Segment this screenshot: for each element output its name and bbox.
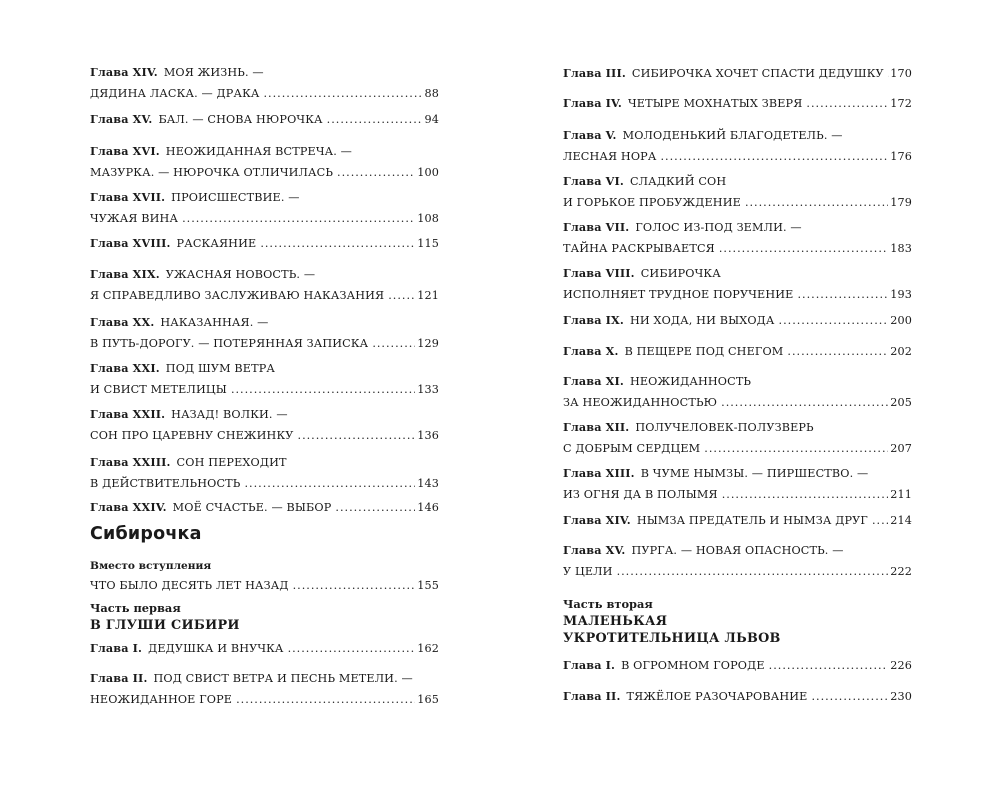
section-title: Сибирочка bbox=[90, 524, 202, 544]
chapter-number: Глава V. bbox=[563, 128, 617, 142]
toc-entry bbox=[90, 496, 439, 518]
page-number: 172 bbox=[890, 97, 912, 110]
toc-line bbox=[90, 311, 439, 333]
page-number: 155 bbox=[417, 579, 439, 592]
part-label: Часть вторая bbox=[563, 597, 653, 611]
toc-entry bbox=[563, 539, 912, 583]
page-number: 183 bbox=[890, 242, 912, 255]
toc-line bbox=[563, 539, 912, 561]
chapter-number: Глава VI. bbox=[563, 174, 624, 188]
page-number: 230 bbox=[890, 690, 912, 703]
leader-dots bbox=[327, 109, 423, 131]
chapter-title: ТАЙНА РАСКРЫВАЕТСЯ bbox=[563, 242, 715, 255]
chapter-title: ПОД СВИСТ ВЕТРА И ПЕСНЬ МЕТЕЛИ. — bbox=[153, 672, 413, 685]
chapter-number: Глава XX. bbox=[90, 315, 155, 329]
page-number: 165 bbox=[417, 693, 439, 706]
chapter-number: Глава XXIV. bbox=[90, 500, 167, 514]
part-title: МАЛЕНЬКАЯ bbox=[563, 614, 668, 629]
chapter-title: МОЛОДЕНЬКИЙ БЛАГОДЕТЕЛЬ. — bbox=[622, 129, 843, 142]
leader-dots bbox=[298, 425, 416, 447]
leader-dots bbox=[704, 438, 888, 460]
toc-line bbox=[563, 685, 912, 707]
toc-entry bbox=[563, 170, 912, 214]
chapter-number: Глава XXIII. bbox=[90, 455, 171, 469]
chapter-number: Глава VII. bbox=[563, 220, 630, 234]
toc-entry bbox=[563, 462, 912, 506]
leader-dots bbox=[769, 655, 889, 677]
leader-dots bbox=[617, 561, 889, 583]
toc-line bbox=[90, 162, 439, 184]
toc-line bbox=[563, 192, 912, 214]
toc-line bbox=[563, 438, 912, 460]
leader-dots bbox=[231, 379, 415, 401]
chapter-title: ДЯДИНА ЛАСКА. — ДРАКА bbox=[90, 87, 260, 100]
leader-dots bbox=[806, 93, 888, 115]
toc-line bbox=[563, 509, 912, 531]
toc-entry bbox=[90, 403, 439, 447]
chapter-title: ЧЕТЫРЕ МОХНАТЫХ ЗВЕРЯ bbox=[627, 97, 803, 110]
chapter-title: НЕОЖИДАННОЕ ГОРЕ bbox=[90, 693, 233, 706]
toc-line bbox=[563, 124, 912, 146]
toc-entry bbox=[563, 370, 912, 414]
chapter-title: ПОД ШУМ ВЕТРА bbox=[165, 362, 276, 375]
toc-line bbox=[90, 140, 439, 162]
part-title: УКРОТИТЕЛЬНИЦА ЛЬВОВ bbox=[563, 631, 781, 646]
page-number: 162 bbox=[417, 642, 439, 655]
leader-dots bbox=[236, 689, 415, 711]
toc-entry bbox=[563, 340, 912, 362]
toc-entry bbox=[90, 140, 439, 184]
chapter-title: И ГОРЬКОЕ ПРОБУЖДЕНИЕ bbox=[563, 196, 741, 209]
chapter-title: ЗА НЕОЖИДАННОСТЬЮ bbox=[563, 396, 718, 409]
toc-entry bbox=[563, 262, 912, 306]
chapter-title: СОН ПЕРЕХОДИТ bbox=[176, 456, 287, 469]
chapter-title: В ПЕЩЕРЕ ПОД СНЕГОМ bbox=[624, 345, 784, 358]
chapter-title: УЖАСНАЯ НОВОСТЬ. — bbox=[165, 268, 316, 281]
chapter-number: Глава XII. bbox=[563, 420, 630, 434]
page-number: 205 bbox=[890, 396, 912, 409]
chapter-number: Глава XXII. bbox=[90, 407, 166, 421]
chapter-title: РАСКАЯНИЕ bbox=[176, 237, 257, 250]
chapter-title: В ОГРОМНОМ ГОРОДЕ bbox=[621, 659, 765, 672]
chapter-number: Глава XXI. bbox=[90, 361, 160, 375]
chapter-number: Глава XIV. bbox=[563, 513, 631, 527]
part-heading bbox=[563, 596, 781, 647]
toc-entry bbox=[563, 654, 912, 676]
chapter-number: Глава II. bbox=[90, 671, 148, 685]
leader-dots bbox=[787, 341, 888, 363]
page-number: 179 bbox=[890, 196, 912, 209]
chapter-number: Глава I. bbox=[563, 658, 616, 672]
page-number: 121 bbox=[417, 289, 439, 302]
leader-dots bbox=[335, 497, 415, 519]
chapter-title: ЧУЖАЯ ВИНА bbox=[90, 212, 179, 225]
toc-entry bbox=[90, 108, 439, 130]
leader-dots bbox=[288, 638, 416, 660]
toc-line bbox=[563, 392, 912, 414]
toc-line bbox=[563, 370, 912, 392]
toc-line bbox=[563, 170, 912, 192]
chapter-title: В ПУТЬ-ДОРОГУ. — ПОТЕРЯННАЯ ЗАПИСКА bbox=[90, 337, 369, 350]
page-number: 108 bbox=[417, 212, 439, 225]
page-number: 170 bbox=[890, 67, 912, 80]
page-number: 115 bbox=[417, 237, 439, 250]
toc-line bbox=[90, 285, 439, 307]
chapter-title: СИБИРОЧКА bbox=[640, 267, 721, 280]
toc-line bbox=[563, 238, 912, 260]
toc-entry bbox=[563, 685, 912, 707]
leader-dots bbox=[337, 162, 415, 184]
chapter-number: Глава X. bbox=[563, 344, 619, 358]
chapter-title: СИБИРОЧКА ХОЧЕТ СПАСТИ ДЕДУШКУ bbox=[631, 67, 884, 80]
toc-line bbox=[90, 232, 439, 254]
page-number: 176 bbox=[890, 150, 912, 163]
chapter-number: Глава XV. bbox=[563, 543, 626, 557]
toc-entry bbox=[90, 667, 439, 711]
toc-line bbox=[563, 416, 912, 438]
toc-line bbox=[563, 92, 912, 114]
page-number: 94 bbox=[424, 113, 439, 126]
toc-line bbox=[90, 186, 439, 208]
page-number: 202 bbox=[890, 345, 912, 358]
leader-dots bbox=[719, 238, 888, 260]
toc-entry bbox=[90, 575, 439, 597]
leader-dots bbox=[264, 83, 423, 105]
leader-dots bbox=[182, 208, 415, 230]
leader-dots bbox=[797, 284, 888, 306]
page-number: 211 bbox=[890, 488, 912, 501]
chapter-title: ТЯЖЁЛОЕ РАЗОЧАРОВАНИЕ bbox=[626, 690, 808, 703]
chapter-title: В ЧУМЕ НЫМЗЫ. — ПИРШЕСТВО. — bbox=[640, 467, 869, 480]
toc-line bbox=[90, 425, 439, 447]
chapter-title: МОЁ СЧАСТЬЕ. — ВЫБОР bbox=[172, 501, 332, 514]
chapter-number: Глава XVII. bbox=[90, 190, 166, 204]
leader-dots bbox=[722, 484, 888, 506]
part-label: Часть первая bbox=[90, 601, 181, 615]
toc-entry bbox=[90, 451, 439, 495]
leader-dots bbox=[745, 192, 888, 214]
toc-line bbox=[90, 61, 439, 83]
chapter-title: ЛЕСНАЯ НОРА bbox=[563, 150, 657, 163]
page-number: 100 bbox=[417, 166, 439, 179]
chapter-title: НЫМЗА ПРЕДАТЕЛЬ И НЫМЗА ДРУГ bbox=[636, 514, 868, 527]
toc-line bbox=[90, 575, 439, 597]
toc-entry bbox=[90, 311, 439, 355]
chapter-title: ПРОИСШЕСТВИЕ. — bbox=[171, 191, 300, 204]
chapter-title: ДЕДУШКА И ВНУЧКА bbox=[148, 642, 284, 655]
toc-entry bbox=[563, 416, 912, 460]
chapter-number: Глава XVI. bbox=[90, 144, 160, 158]
toc-line bbox=[90, 379, 439, 401]
chapter-title: НАЗАД! ВОЛКИ. — bbox=[171, 408, 288, 421]
toc-line bbox=[90, 208, 439, 230]
toc-line bbox=[90, 108, 439, 130]
chapter-title: НЕОЖИДАННАЯ ВСТРЕЧА. — bbox=[165, 145, 353, 158]
chapter-number: Глава XIX. bbox=[90, 267, 160, 281]
chapter-title: ИЗ ОГНЯ ДА В ПОЛЫМЯ bbox=[563, 488, 718, 501]
leader-dots bbox=[721, 392, 888, 414]
chapter-title: С ДОБРЫМ СЕРДЦЕМ bbox=[563, 442, 701, 455]
leader-dots bbox=[388, 285, 415, 307]
leader-dots bbox=[293, 575, 416, 597]
chapter-number: Глава IV. bbox=[563, 96, 622, 110]
toc-line bbox=[90, 637, 439, 659]
chapter-title: И СВИСТ МЕТЕЛИЦЫ bbox=[90, 383, 227, 396]
chapter-title: НИ ХОДА, НИ ВЫХОДА bbox=[629, 314, 775, 327]
chapter-number: Глава XIV. bbox=[90, 65, 158, 79]
toc-line bbox=[563, 62, 912, 84]
chapter-title: Я СПРАВЕДЛИВО ЗАСЛУЖИВАЮ НАКАЗАНИЯ bbox=[90, 289, 385, 302]
page-number: 214 bbox=[890, 514, 912, 527]
leader-dots bbox=[372, 333, 415, 355]
toc-line bbox=[90, 689, 439, 711]
toc-line bbox=[563, 284, 912, 306]
chapter-number: Глава II. bbox=[563, 689, 621, 703]
toc-entry bbox=[90, 357, 439, 401]
toc-entry bbox=[90, 186, 439, 230]
toc-line bbox=[563, 561, 912, 583]
toc-entry bbox=[563, 92, 912, 114]
page-number: 143 bbox=[417, 477, 439, 490]
toc-line bbox=[90, 83, 439, 105]
page-number: 129 bbox=[417, 337, 439, 350]
intro-label: Вместо вступления bbox=[90, 560, 212, 572]
page-number: 88 bbox=[424, 87, 439, 100]
page-number: 133 bbox=[417, 383, 439, 396]
part-heading bbox=[90, 600, 240, 634]
chapter-title: ПУРГА. — НОВАЯ ОПАСНОСТЬ. — bbox=[631, 544, 844, 557]
toc-line bbox=[90, 496, 439, 518]
toc-entry bbox=[90, 232, 439, 254]
toc-line bbox=[90, 357, 439, 379]
part-title: В ГЛУШИ СИБИРИ bbox=[90, 618, 240, 633]
chapter-title: ПОЛУЧЕЛОВЕК-ПОЛУЗВЕРЬ bbox=[635, 421, 814, 434]
leader-dots bbox=[811, 686, 888, 708]
toc-line bbox=[563, 309, 912, 331]
leader-dots bbox=[779, 310, 889, 332]
chapter-number: Глава VIII. bbox=[563, 266, 635, 280]
toc-entry bbox=[90, 263, 439, 307]
chapter-title: НЕОЖИДАННОСТЬ bbox=[629, 375, 752, 388]
chapter-title: МАЗУРКА. — НЮРОЧКА ОТЛИЧИЛАСЬ bbox=[90, 166, 334, 179]
chapter-number: Глава XVIII. bbox=[90, 236, 171, 250]
toc-entry bbox=[90, 61, 439, 105]
toc-line bbox=[90, 667, 439, 689]
toc-line bbox=[563, 146, 912, 168]
toc-entry bbox=[563, 509, 912, 531]
toc-line bbox=[563, 262, 912, 284]
chapter-title: ГОЛОС ИЗ-ПОД ЗЕМЛИ. — bbox=[635, 221, 802, 234]
toc-entry bbox=[563, 309, 912, 331]
leader-dots bbox=[260, 233, 415, 255]
chapter-title: СЛАДКИЙ СОН bbox=[629, 175, 727, 188]
toc-entry bbox=[563, 62, 912, 84]
chapter-title: ИСПОЛНЯЕТ ТРУДНОЕ ПОРУЧЕНИЕ bbox=[563, 288, 794, 301]
page-number: 200 bbox=[890, 314, 912, 327]
chapter-number: Глава III. bbox=[563, 66, 626, 80]
page-number: 136 bbox=[417, 429, 439, 442]
page-number: 207 bbox=[890, 442, 912, 455]
chapter-number: Глава I. bbox=[90, 641, 143, 655]
chapter-title: НАКАЗАННАЯ. — bbox=[160, 316, 269, 329]
toc-line bbox=[563, 654, 912, 676]
toc-entry bbox=[90, 637, 439, 659]
chapter-number: Глава IX. bbox=[563, 313, 624, 327]
toc-line bbox=[563, 462, 912, 484]
toc-line bbox=[90, 333, 439, 355]
chapter-title: МОЯ ЖИЗНЬ. — bbox=[163, 66, 264, 79]
page-number: 146 bbox=[417, 501, 439, 514]
toc-entry bbox=[563, 124, 912, 168]
toc-line bbox=[90, 403, 439, 425]
page-number: 193 bbox=[890, 288, 912, 301]
toc-entry bbox=[563, 216, 912, 260]
toc-line bbox=[90, 473, 439, 495]
toc-line bbox=[90, 263, 439, 285]
leader-dots bbox=[245, 473, 416, 495]
toc-line bbox=[563, 484, 912, 506]
leader-dots bbox=[872, 510, 888, 532]
chapter-title: СОН ПРО ЦАРЕВНУ СНЕЖИНКУ bbox=[90, 429, 294, 442]
chapter-title: В ДЕЙСТВИТЕЛЬНОСТЬ bbox=[90, 477, 241, 490]
page-number: 226 bbox=[890, 659, 912, 672]
chapter-title: ЧТО БЫЛО ДЕСЯТЬ ЛЕТ НАЗАД bbox=[90, 579, 289, 592]
chapter-number: Глава XI. bbox=[563, 374, 624, 388]
page-number: 222 bbox=[890, 565, 912, 578]
chapter-title: У ЦЕЛИ bbox=[563, 565, 613, 578]
toc-line bbox=[563, 216, 912, 238]
chapter-number: Глава XV. bbox=[90, 112, 153, 126]
leader-dots bbox=[660, 146, 888, 168]
chapter-number: Глава XIII. bbox=[563, 466, 635, 480]
toc-line bbox=[563, 340, 912, 362]
chapter-title: БАЛ. — СНОВА НЮРОЧКА bbox=[158, 113, 323, 126]
toc-line bbox=[90, 451, 439, 473]
